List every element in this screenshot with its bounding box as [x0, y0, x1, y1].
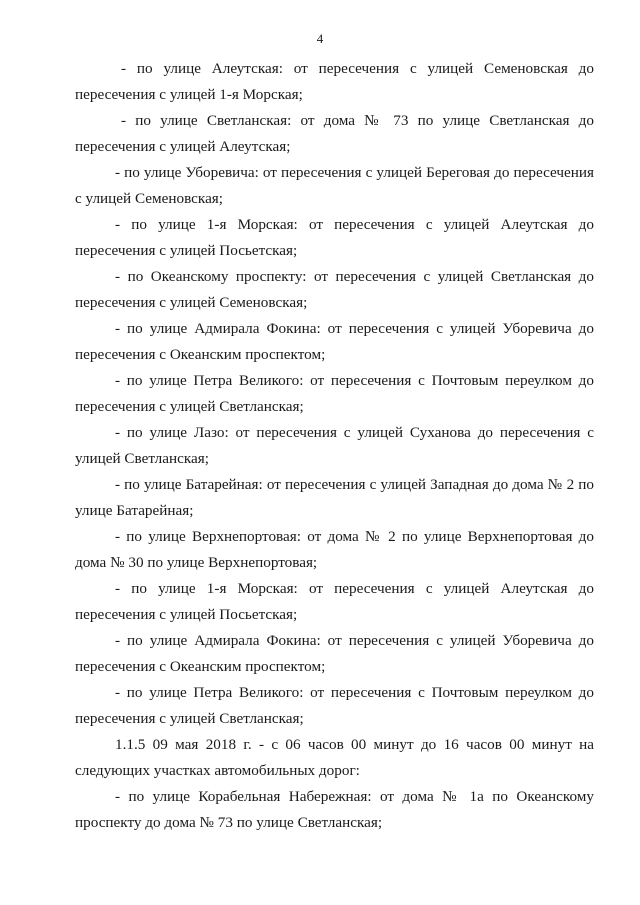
list-item: - по улице Петра Великого: от пересечения с Почтовым переулком до пересечения с улицей Светланская;: [75, 372, 594, 415]
section-heading-paragraph: 1.1.5 09 мая 2018 г. - с 06 часов 00 минут до 16 часов 00 минут на следующих участках автомобильных дорог:: [75, 736, 594, 779]
list-item: - по улице Адмирала Фокина: от пересечения с улицей Уборевича до пересечения с Океанским проспектом;: [75, 632, 594, 675]
list-item: - по улице Батарейная: от пересечения с улицей Западная до дома № 2 по улице Батарейная;: [75, 476, 594, 519]
list-item: - по улице Верхнепортовая: от дома № 2 по улице Верхнепортовая до дома № 30 по улице Верхнепортовая;: [75, 528, 594, 571]
list-item: - по улице Лазо: от пересечения с улицей Суханова до пересечения с улицей Светланская;: [75, 424, 594, 467]
list-item: - по улице Алеутская: от пересечения с улицей Семеновская до пересечения с улицей 1-я Морская;: [75, 60, 594, 103]
list-item: - по Океанскому проспекту: от пересечения с улицей Светланская до пересечения с улицей Семеновская;: [75, 268, 594, 311]
list-item: - по улице 1-я Морская: от пересечения с улицей Алеутская до пересечения с улицей Посьетская;: [75, 580, 594, 623]
list-item: - по улице 1-я Морская: от пересечения с улицей Алеутская до пересечения с улицей Посьетская;: [75, 216, 594, 259]
list-item: - по улице Корабельная Набережная: от дома № 1а по Океанскому проспекту до дома № 73 по улице Светланская;: [75, 788, 594, 831]
list-item: - по улице Адмирала Фокина: от пересечения с улицей Уборевича до пересечения с Океанским проспектом;: [75, 320, 594, 363]
list-item: - по улице Светланская: от дома № 73 по улице Светланская до пересечения с улицей Алеутская;: [75, 112, 594, 155]
list-item: - по улице Петра Великого: от пересечения с Почтовым переулком до пересечения с улицей Светланская;: [75, 684, 594, 727]
page-number: 4: [316, 31, 324, 46]
document-body: [75, 56, 594, 836]
list-item: - по улице Уборевича: от пересечения с улицей Береговая до пересечения с улицей Семеновская;: [75, 164, 594, 207]
